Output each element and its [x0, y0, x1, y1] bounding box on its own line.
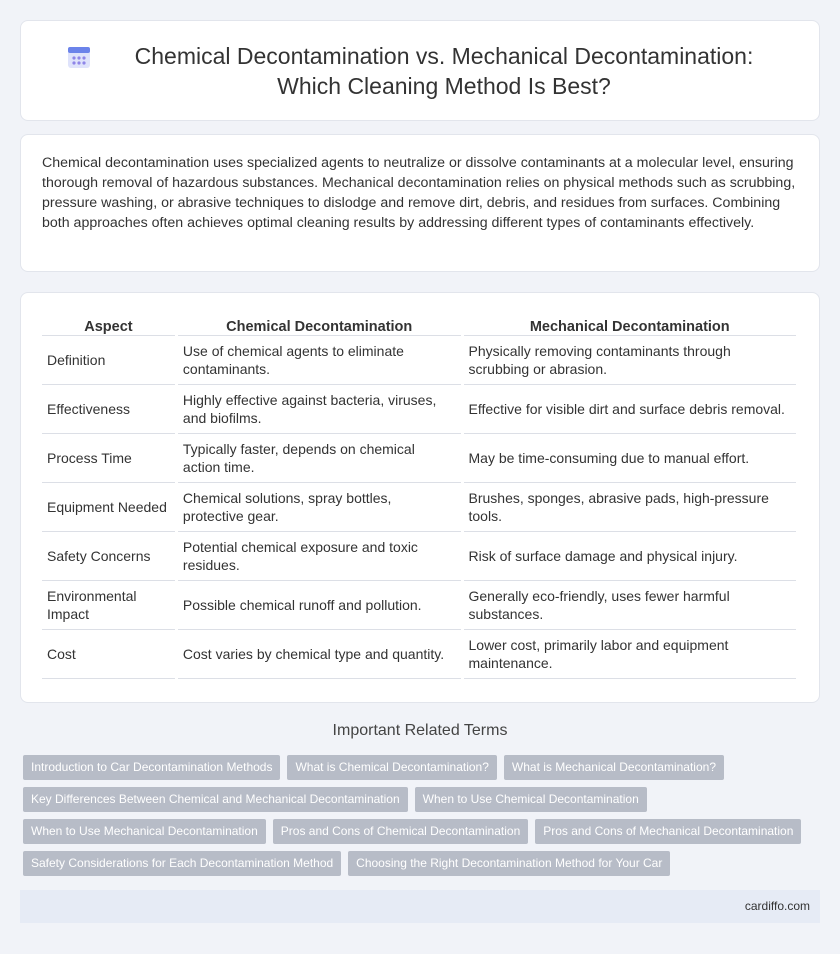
page-title: Chemical Decontamination vs. Mechanical Decontamination: Which Cleaning Method Is Best? — [134, 42, 754, 99]
cell-aspect: Equipment Needed — [42, 483, 175, 532]
related-term-tag[interactable]: When to Use Mechanical Decontamination — [23, 819, 266, 844]
related-term-tag[interactable]: What is Chemical Decontamination? — [287, 755, 496, 780]
cell-aspect: Safety Concerns — [42, 532, 175, 581]
header-card — [20, 20, 820, 121]
cell-aspect: Cost — [42, 630, 175, 679]
table-row — [42, 532, 796, 581]
cell-mechanical: Physically removing contaminants through scrubbing or abrasion. — [464, 336, 797, 385]
related-term-tag[interactable]: Introduction to Car Decontamination Methods — [23, 755, 280, 780]
cell-aspect: Environmental Impact — [42, 581, 175, 630]
cell-mechanical: Generally eco-friendly, uses fewer harmful substances. — [464, 581, 797, 630]
table-row — [42, 336, 796, 385]
cell-aspect: Process Time — [42, 434, 175, 483]
cell-mechanical: Effective for visible dirt and surface debris removal. — [464, 385, 797, 434]
cell-chemical: Typically faster, depends on chemical action time. — [178, 434, 461, 483]
cell-chemical: Possible chemical runoff and pollution. — [178, 581, 461, 630]
comparison-table — [39, 315, 799, 679]
related-term-tag[interactable]: When to Use Chemical Decontamination — [415, 787, 647, 812]
related-term-tag[interactable]: Pros and Cons of Mechanical Decontamination — [535, 819, 801, 844]
comparison-card — [20, 292, 820, 703]
table-row — [42, 385, 796, 434]
header-aspect: Aspect — [42, 315, 175, 336]
cell-aspect: Definition — [42, 336, 175, 385]
footer-site-link[interactable]: cardiffo.com — [744, 899, 810, 913]
intro-paragraph: Chemical decontamination uses specialized agents to neutralize or dissolve contaminants at a molecular level, ensuring thorough removal of hazardous substances. Mechanical decontamination relies on physical methods such as scrubbing, pressure washing, or abrasive techniques to dislodge and remove dirt, debris, and residues from surfaces. Combining both approaches often achieves optimal cleaning results by addressing different types of contaminants effectively. — [42, 155, 796, 231]
table-row — [42, 483, 796, 532]
related-term-tag[interactable]: What is Mechanical Decontamination? — [504, 755, 724, 780]
footer — [20, 890, 820, 923]
related-term-tag[interactable]: Safety Considerations for Each Decontamination Method — [23, 851, 341, 876]
related-terms-list — [23, 755, 823, 876]
table-row — [42, 630, 796, 679]
related-term-tag[interactable]: Key Differences Between Chemical and Mechanical Decontamination — [23, 787, 408, 812]
cell-chemical: Use of chemical agents to eliminate contaminants. — [178, 336, 461, 385]
header-chemical: Chemical Decontamination — [178, 315, 461, 336]
intro-card — [20, 134, 820, 272]
cell-mechanical: May be time-consuming due to manual effort. — [464, 434, 797, 483]
table-header-row — [42, 315, 796, 336]
cell-aspect: Effectiveness — [42, 385, 175, 434]
table-row — [42, 581, 796, 630]
table-row — [42, 434, 796, 483]
calendar-icon — [66, 44, 92, 70]
cell-chemical: Highly effective against bacteria, viruses, and biofilms. — [178, 385, 461, 434]
related-term-tag[interactable]: Choosing the Right Decontamination Method for Your Car — [348, 851, 670, 876]
header-mechanical: Mechanical Decontamination — [464, 315, 797, 336]
cell-mechanical: Brushes, sponges, abrasive pads, high-pressure tools. — [464, 483, 797, 532]
cell-mechanical: Risk of surface damage and physical injury. — [464, 532, 797, 581]
cell-mechanical: Lower cost, primarily labor and equipment maintenance. — [464, 630, 797, 679]
cell-chemical: Potential chemical exposure and toxic residues. — [178, 532, 461, 581]
related-term-tag[interactable]: Pros and Cons of Chemical Decontamination — [273, 819, 528, 844]
cell-chemical: Chemical solutions, spray bottles, protective gear. — [178, 483, 461, 532]
related-terms-title: Important Related Terms — [332, 722, 508, 739]
cell-chemical: Cost varies by chemical type and quantity. — [178, 630, 461, 679]
